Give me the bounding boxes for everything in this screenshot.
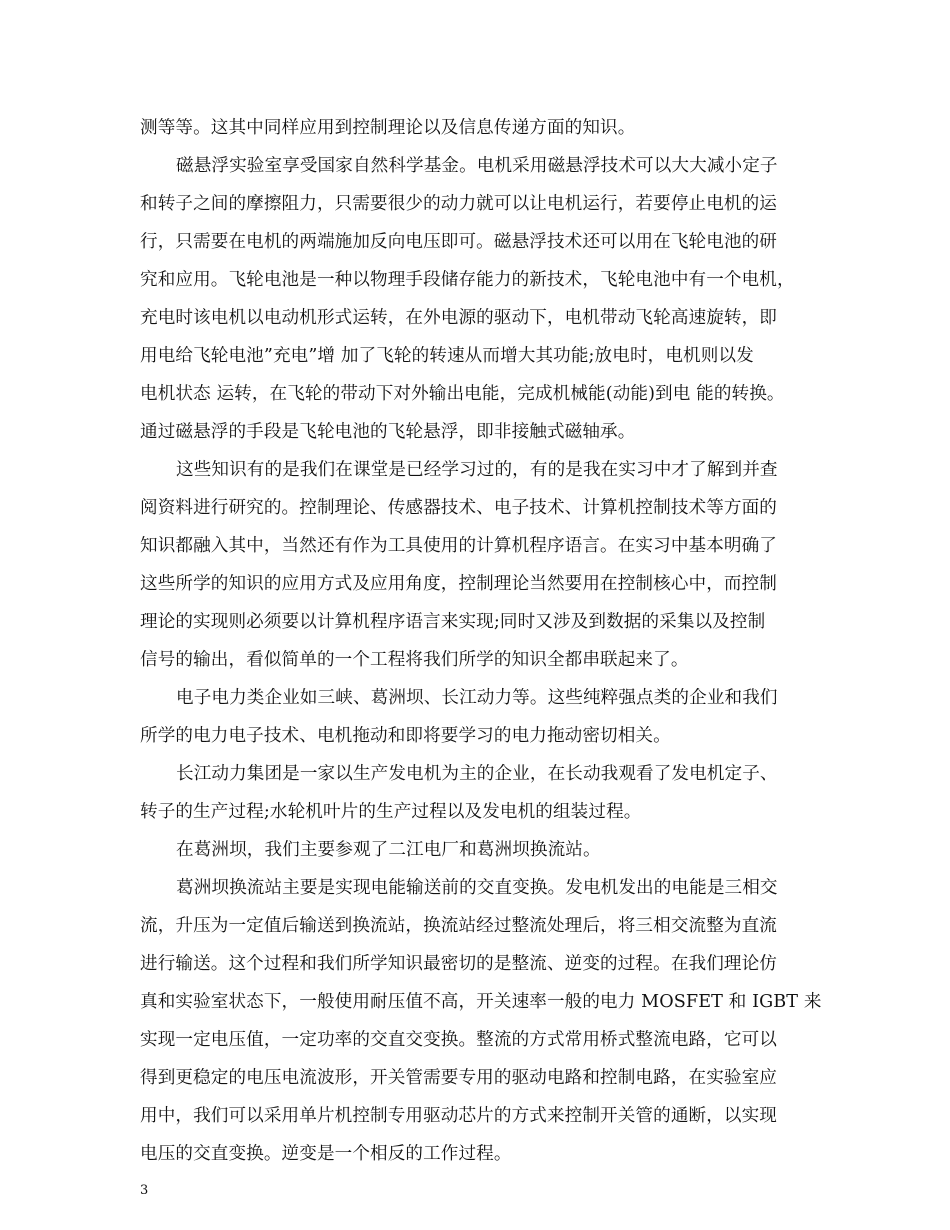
paragraph-start-line: 葛洲坝换流站主要是实现电能输送前的交直变换。发电机发出的电能是三相交 — [176, 878, 778, 898]
paragraph-start-line: 磁悬浮实验室享受国家自然科学基金。电机采用磁悬浮技术可以大大减小定子 — [176, 156, 778, 176]
text-line: 电机状态 运转，在飞轮的带动下对外输出电能，完成机械能(动能)到电 能的转换。 — [140, 384, 785, 404]
text-line: 真和实验室状态下，一般使用耐压值不高，开关速率一般的电力 MOSFET 和 IGBT 来 — [140, 992, 822, 1012]
text-line: 阅资料进行研究的。控制理论、传感器技术、电子技术、计算机控制技术等方面的 — [140, 498, 777, 518]
page-number: 3 — [140, 1183, 149, 1198]
text-line: 流，升压为一定值后输送到换流站，换流站经过整流处理后，将三相交流整为直流 — [140, 916, 777, 936]
text-line: 充电时该电机以电动机形式运转，在外电源的驱动下，电机带动飞轮高速旋转，即 — [140, 308, 777, 328]
text-line: 所学的电力电子技术、电机拖动和即将要学习的电力拖动密切相关。 — [140, 726, 671, 746]
text-line: 究和应用。飞轮电池是一种以物理手段储存能力的新技术，飞轮电池中有一个电机， — [140, 270, 795, 290]
text-line: 理论的实现则必须要以计算机程序语言来实现;同时又涉及到数据的采集以及控制 — [140, 612, 766, 632]
paragraph-start-line: 电子电力类企业如三峡、葛洲坝、长江动力等。这些纯粹强点类的企业和我们 — [176, 688, 778, 708]
text-line: 测等等。这其中同样应用到控制理论以及信息传递方面的知识。 — [140, 118, 636, 138]
text-line: 知识都融入其中，当然还有作为工具使用的计算机程序语言。在实习中基本明确了 — [140, 536, 777, 556]
text-line: 行，只需要在电机的两端施加反向电压即可。磁悬浮技术还可以用在飞轮电池的研 — [140, 232, 777, 252]
paragraph-start-line: 在葛洲坝，我们主要参观了二江电厂和葛洲坝换流站。 — [176, 840, 601, 860]
paragraph-start-line: 这些知识有的是我们在课堂是已经学习过的，有的是我在实习中才了解到并查 — [176, 460, 778, 480]
text-line: 通过磁悬浮的手段是飞轮电池的飞轮悬浮，即非接触式磁轴承。 — [140, 422, 636, 442]
text-line: 得到更稳定的电压电流波形，开关管需要专用的驱动电路和控制电路，在实验室应 — [140, 1068, 777, 1088]
text-line: 这些所学的知识的应用方式及应用角度，控制理论当然要用在控制核心中，而控制 — [140, 574, 777, 594]
text-line: 用中，我们可以采用单片机控制专用驱动芯片的方式来控制开关管的通断，以实现 — [140, 1106, 777, 1126]
text-line: 和转子之间的摩擦阻力，只需要很少的动力就可以让电机运行，若要停止电机的运 — [140, 194, 777, 214]
text-line: 信号的输出，看似简单的一个工程将我们所学的知识全都串联起来了。 — [140, 650, 689, 670]
text-line: 用电给飞轮电池”充电”增 加了飞轮的转速从而增大其功能;放电时，电机则以发 — [140, 346, 754, 366]
paragraph-start-line: 长江动力集团是一家以生产发电机为主的企业，在长动我观看了发电机定子、 — [176, 764, 778, 784]
text-line: 实现一定电压值，一定功率的交直交变换。整流的方式常用桥式整流电路，它可以 — [140, 1030, 777, 1050]
text-line: 转子的生产过程;水轮机叶片的生产过程以及发电机的组装过程。 — [140, 802, 642, 822]
text-line: 电压的交直变换。逆变是一个相反的工作过程。 — [140, 1144, 512, 1164]
text-line: 进行输送。这个过程和我们所学知识最密切的是整流、逆变的过程。在我们理论仿 — [140, 954, 777, 974]
